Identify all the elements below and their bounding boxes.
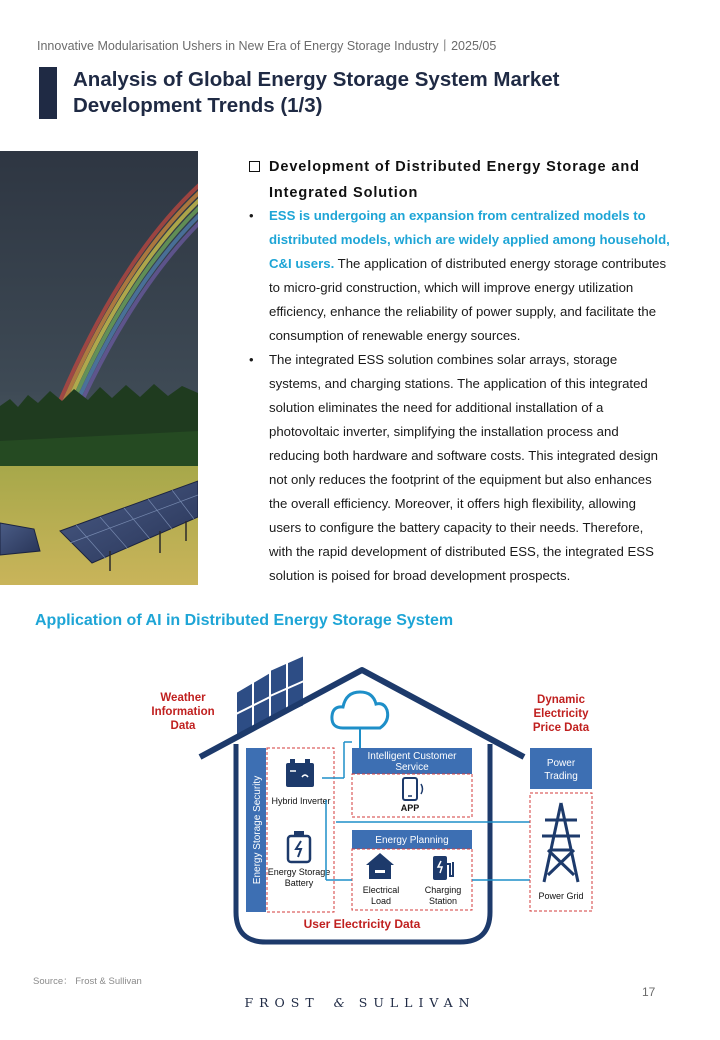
ai-section-title: Application of AI in Distributed Energy Storage System <box>35 612 454 629</box>
bullet-paragraph-1 <box>249 204 677 348</box>
bullet-line: The integrated ESS solution combines solar arrays, storage <box>269 352 618 367</box>
section-heading-line: Integrated Solution <box>269 185 419 201</box>
section-heading-line: Development of Distributed Energy Storage and <box>269 159 640 175</box>
customer-service-line: Service <box>395 762 429 773</box>
power-tower-icon <box>542 803 580 882</box>
bullet-line: consumption of renewable energy sources. <box>269 328 521 343</box>
title-accent-bar <box>39 67 57 119</box>
highlight-text: ESS is undergoing an expansion from centralized models to <box>269 208 646 223</box>
logo-ampersand: & <box>333 995 345 1010</box>
bullet-line: reducing both hardware and software costs. This integrated design <box>269 448 659 463</box>
home-load-icon <box>366 853 394 879</box>
hybrid-inverter-label: Hybrid Inverter <box>271 796 331 806</box>
ai-ess-diagram <box>140 650 610 955</box>
bullet-line: solution eliminates the need for additional installation of a <box>269 400 604 415</box>
app-label: APP <box>400 803 420 813</box>
cloud-icon <box>332 692 388 728</box>
page-title-line: Development Trends (1/3) <box>73 94 323 117</box>
body-text: The application of distributed energy storage contributes <box>334 256 667 271</box>
charging-label-line: Station <box>428 896 458 906</box>
weather-data-line: Information <box>151 706 215 718</box>
battery-label-line: Battery <box>284 878 314 888</box>
customer-service-line: Intelligent Customer <box>367 751 457 762</box>
logo-text: FROST <box>244 995 320 1010</box>
battery-label-line: Energy Storage <box>267 867 331 877</box>
bullet-line: not only reduces the footprint of the equipment but also enhances <box>269 472 652 487</box>
running-head: Innovative Modularisation Ushers in New Era of Energy Storage Industry丨2025/05 <box>37 39 497 53</box>
rainbow-solar-photo <box>0 151 198 585</box>
weather-data-line: Data <box>170 720 196 732</box>
solar-panel-icon <box>236 655 304 736</box>
bullet-line: the overall efficiency. Moreover, it offers high flexibility, allowing <box>269 496 636 511</box>
bullet-line: users to configure the battery capacity to their needs. Therefore, <box>269 520 644 535</box>
load-label-line: Load <box>370 896 392 906</box>
weather-data-line: Weather <box>160 692 206 704</box>
page-title-line: Analysis of Global Energy Storage System Market <box>73 68 560 91</box>
bullet-line: systems, and charging stations. The application of this integrated <box>269 376 648 391</box>
load-label-line: Electrical <box>362 885 400 895</box>
charging-label-line: Charging <box>424 885 462 895</box>
user-data-label: User Electricity Data <box>303 917 421 931</box>
power-trading-line: Power <box>546 758 576 769</box>
frost-sullivan-logo <box>0 995 720 1010</box>
section-heading <box>249 154 677 206</box>
bullet-dot-icon: • <box>249 208 254 223</box>
power-grid-label: Power Grid <box>538 891 584 901</box>
highlight-text: distributed models, which are widely applied among household, <box>269 232 670 247</box>
bullet-line: to micro-grid construction, which will improve energy utilization <box>269 280 634 295</box>
bullet-line: photovoltaic inverter, simplifying the installation process and <box>269 424 619 439</box>
page-title <box>73 67 673 119</box>
battery-icon <box>288 831 310 862</box>
page-number: 17 <box>642 985 656 999</box>
price-data-line: Electricity <box>533 708 589 720</box>
highlight-text: C&I users. <box>269 256 335 271</box>
bullet-line: solution is poised for broad development prospects. <box>269 568 571 583</box>
charging-station-icon <box>433 856 453 880</box>
logo-text: SULLIVAN <box>358 995 476 1010</box>
price-data-line: Dynamic <box>537 694 585 706</box>
power-trading-line: Trading <box>544 771 578 782</box>
bullet-line: efficiency, enhance the reliability of power supply, and facilitate the <box>269 304 657 319</box>
bullet-line <box>269 252 677 276</box>
phone-app-icon <box>403 778 423 800</box>
bullet-paragraph-2 <box>249 348 677 588</box>
bullet-line: with the rapid development of distributed ESS, the integrated ESS <box>269 544 654 559</box>
checkbox-bullet-icon <box>249 161 260 172</box>
energy-planning-label: Energy Planning <box>375 835 449 846</box>
price-data-line: Price Data <box>532 722 590 734</box>
hybrid-inverter-icon <box>286 759 314 787</box>
source-note: Source： Frost & Sullivan <box>33 976 142 987</box>
bullet-dot-icon: • <box>249 352 254 367</box>
security-label: Energy Storage Security <box>252 775 263 885</box>
